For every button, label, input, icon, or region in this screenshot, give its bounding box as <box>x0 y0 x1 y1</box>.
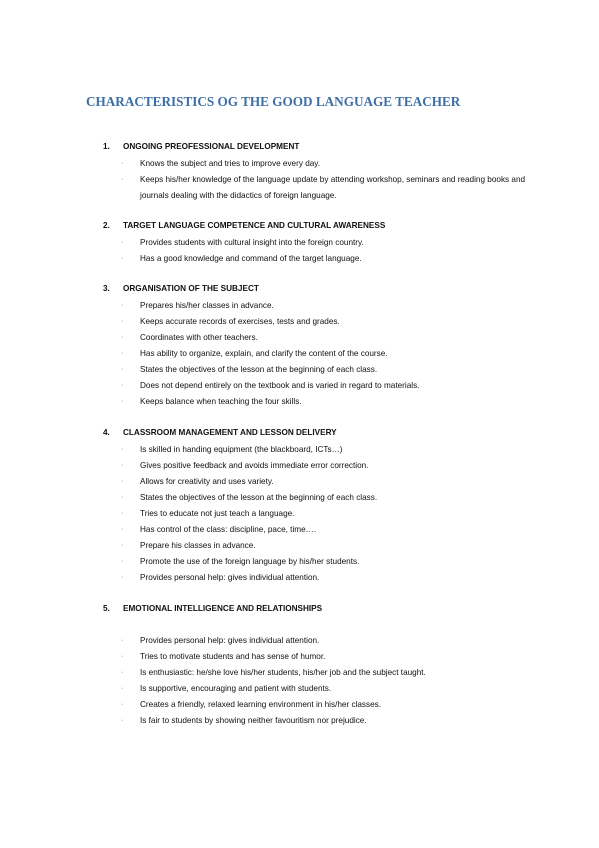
list-item-text: Is supportive, encouraging and patient with students. <box>140 684 332 693</box>
bullet-icon: · <box>121 255 124 262</box>
list-item-text: Keeps accurate records of exercises, tests and grades. <box>140 317 340 326</box>
list-item-text: Provides personal help: gives individual attention. <box>140 636 320 645</box>
bullet-icon: · <box>121 366 124 373</box>
bullet-icon: · <box>121 526 124 533</box>
bullet-icon: · <box>121 701 124 708</box>
list-item <box>121 522 561 538</box>
list-item <box>121 330 561 346</box>
bullet-icon: · <box>121 717 124 724</box>
list-item-text: Does not depend entirely on the textbook and is varied in regard to materials. <box>140 381 420 390</box>
list-item <box>121 251 561 267</box>
list-item <box>121 378 561 394</box>
list-item <box>121 346 561 362</box>
list-item <box>121 697 561 713</box>
list-item <box>121 314 561 330</box>
section-heading-text: EMOTIONAL INTELLIGENCE AND RELATIONSHIPS <box>123 604 323 613</box>
list-item <box>121 235 561 251</box>
bullet-icon: · <box>121 462 124 469</box>
bullet-icon: · <box>121 176 124 183</box>
list-item-text: Promote the use of the foreign language by his/her students. <box>140 557 360 566</box>
bullet-icon: · <box>121 334 124 341</box>
list-item-text: Knows the subject and tries to improve every day. <box>140 159 321 168</box>
list-item-text: Prepares his/her classes in advance. <box>140 301 274 310</box>
list-item-text: Has ability to organize, explain, and clarify the content of the course. <box>140 349 388 358</box>
bullet-icon: · <box>121 382 124 389</box>
list-item-text: Keeps balance when teaching the four skills. <box>140 397 302 406</box>
bullet-icon: · <box>121 637 124 644</box>
section-heading <box>103 603 322 615</box>
bullet-icon: · <box>121 669 124 676</box>
bullet-icon: · <box>121 398 124 405</box>
bullet-icon: · <box>121 478 124 485</box>
section-heading <box>103 220 385 232</box>
section-heading-text: ONGOING PREOFESSIONAL DEVELOPMENT <box>123 142 300 151</box>
list-item <box>121 458 561 474</box>
bullet-icon: · <box>121 653 124 660</box>
bullet-icon: · <box>121 558 124 565</box>
section-number: 5. <box>103 604 110 613</box>
list-item-text: Provides personal help: gives individual attention. <box>140 573 320 582</box>
section-heading <box>103 141 299 153</box>
list-item <box>121 172 561 204</box>
list-item-text: Tries to educate not just teach a language. <box>140 509 295 518</box>
list-item-text: Is enthusiastic: he/she love his/her students, his/her job and the subject taught. <box>140 668 426 677</box>
list-item-text: Keeps his/her knowledge of the language update by attending workshop, seminars and reading books and journals dealing with the didactics of foreign language. <box>140 175 526 200</box>
list-item-text: Has control of the class: discipline, pace, time…. <box>140 525 317 534</box>
bullet-icon: · <box>121 510 124 517</box>
bullet-icon: · <box>121 318 124 325</box>
bullet-icon: · <box>121 446 124 453</box>
list-item-text: Has a good knowledge and command of the target language. <box>140 254 362 263</box>
bullet-icon: · <box>121 685 124 692</box>
bullet-icon: · <box>121 160 124 167</box>
list-item <box>121 570 561 586</box>
section-number: 4. <box>103 428 110 437</box>
bullet-icon: · <box>121 574 124 581</box>
list-item <box>121 713 561 729</box>
section-heading <box>103 283 259 295</box>
list-item <box>121 298 561 314</box>
list-item-text: Creates a friendly, relaxed learning environment in his/her classes. <box>140 700 382 709</box>
list-item-text: Gives positive feedback and avoids immediate error correction. <box>140 461 369 470</box>
list-item <box>121 681 561 697</box>
section-number: 1. <box>103 142 110 151</box>
list-item <box>121 649 561 665</box>
list-item-text: Provides students with cultural insight into the foreign country. <box>140 238 364 247</box>
section-heading-text: ORGANISATION OF THE SUBJECT <box>123 284 259 293</box>
list-item-text: Is skilled in handing equipment (the blackboard, ICTs…) <box>140 445 343 454</box>
list-item-text: Prepare his classes in advance. <box>140 541 256 550</box>
bullet-icon: · <box>121 302 124 309</box>
section-heading-text: TARGET LANGUAGE COMPETENCE AND CULTURAL AWARENESS <box>123 221 386 230</box>
list-item-text: Is fair to students by showing neither favouritism nor prejudice. <box>140 716 367 725</box>
document-title: CHARACTERISTICS OG THE GOOD LANGUAGE TEACHER <box>86 94 461 109</box>
list-item <box>121 538 561 554</box>
list-item <box>121 362 561 378</box>
list-item <box>121 554 561 570</box>
list-item-text: Allows for creativity and uses variety. <box>140 477 274 486</box>
section-number: 2. <box>103 221 110 230</box>
list-item <box>121 394 561 410</box>
section-number: 3. <box>103 284 110 293</box>
bullet-icon: · <box>121 542 124 549</box>
list-item-text: States the objectives of the lesson at the beginning of each class. <box>140 493 378 502</box>
section-heading-text: CLASSROOM MANAGEMENT AND LESSON DELIVERY <box>123 428 337 437</box>
list-item-text: Coordinates with other teachers. <box>140 333 258 342</box>
list-item <box>121 665 561 681</box>
list-item <box>121 490 561 506</box>
list-item <box>121 506 561 522</box>
list-item <box>121 156 561 172</box>
list-item-text: Tries to motivate students and has sense of humor. <box>140 652 326 661</box>
list-item <box>121 442 561 458</box>
bullet-icon: · <box>121 350 124 357</box>
list-item <box>121 633 561 649</box>
list-item-text: States the objectives of the lesson at the beginning of each class. <box>140 365 378 374</box>
section-heading <box>103 427 337 439</box>
bullet-icon: · <box>121 239 124 246</box>
list-item <box>121 474 561 490</box>
bullet-icon: · <box>121 494 124 501</box>
